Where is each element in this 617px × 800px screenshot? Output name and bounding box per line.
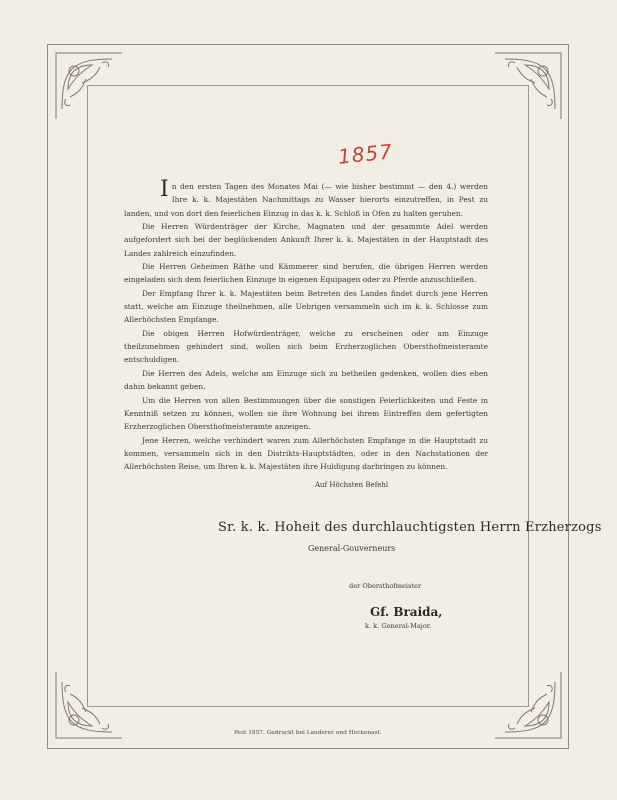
paragraph: Die Herren Würdenträger der Kirche, Magnaten und der gesammte Adel werden aufgefordert sich bei der beglückenden Ankunft Ihrer k. k. Majestäten in der Hauptstadt des Landes zahlreich einzufinden.	[124, 222, 488, 258]
command-line: Auf Höchsten Befehl	[315, 481, 389, 489]
ornament-corner-top-left	[52, 49, 126, 123]
drop-cap: I	[160, 177, 169, 202]
ornament-corner-top-right	[491, 49, 565, 123]
paragraph-text: n den ersten Tagen des Monates Mai (— wie bisher bestimmt — den 4.) werden Ihre k. k. Majestäten Nachmittags zu Wasser hierorts einzutreffen, in Pest zu landen, und von dort den feierlichen Einzug in das k. k. Schloß in Ofen zu halten geruhen.	[124, 182, 488, 218]
ornament-corner-bottom-right	[491, 668, 565, 742]
proclamation-text	[124, 177, 488, 474]
governor-title: General-Gouverneurs	[308, 544, 396, 553]
handwritten-year: 1857	[336, 139, 395, 169]
paragraph: Um die Herren von allen Bestimmungen über die sonstigen Feierlichkeiten und Feste in Kenntniß setzen zu können, wollen sie ihre Wohnung bei ihrem Eintreffen dem gefertigten Erzherzoglichen Obersthofmeisteramte anzeigen.	[124, 395, 488, 432]
printer-imprint: Pest 1857. Gedruckt bei Landerer und Heckenast.	[234, 730, 382, 736]
signer-name: Gf. Braida,	[370, 605, 443, 619]
archduke-title: Sr. k. k. Hoheit des durchlauchtigsten Herrn Erzherzogs	[218, 520, 602, 535]
ornament-corner-bottom-left	[52, 668, 126, 742]
paragraph	[124, 177, 488, 220]
paragraph: Jene Herren, welche verhindert waren zum Allerhöchsten Empfange in die Hauptstadt zu kommen, versammeln sich in den Distrikts-Hauptstädten, oder in den Nachstationen der Allerhöchsten Reise, um Ihren k. k. Majestäten ihre Huldigung darbringen zu können.	[124, 435, 488, 472]
office-title: der Obersthofmeister	[349, 582, 422, 590]
paragraph: Die Herren Geheimen Räthe und Kämmerer sind berufen, die übrigen Herren werden eingeladen sich dem feierlichen Einzuge in eigenen Equipagen oder zu Pferde anzuschließen.	[124, 262, 488, 285]
paragraph: Die Herren des Adels, welche am Einzuge sich zu betheilen gedenken, wollen dies eben dahin bekannt geben.	[124, 368, 488, 392]
signer-rank: k. k. General-Major.	[365, 622, 432, 630]
paragraph: Die obigen Herren Hofwürdenträger, welche zu erscheinen oder am Einzuge theilzunehmen gehindert sind, wollen sich beim Erzherzoglichen Obersthofmeisteramte entschuldigen.	[124, 328, 488, 365]
paragraph: Der Empfang Ihrer k. k. Majestäten beim Betreten des Landes findet durch jene Herren statt, welche am Einzuge theilnehmen, alle Uebrigen versammeln sich im k. k. Schlosse zum Allerhöchsten Empfange.	[124, 288, 488, 325]
